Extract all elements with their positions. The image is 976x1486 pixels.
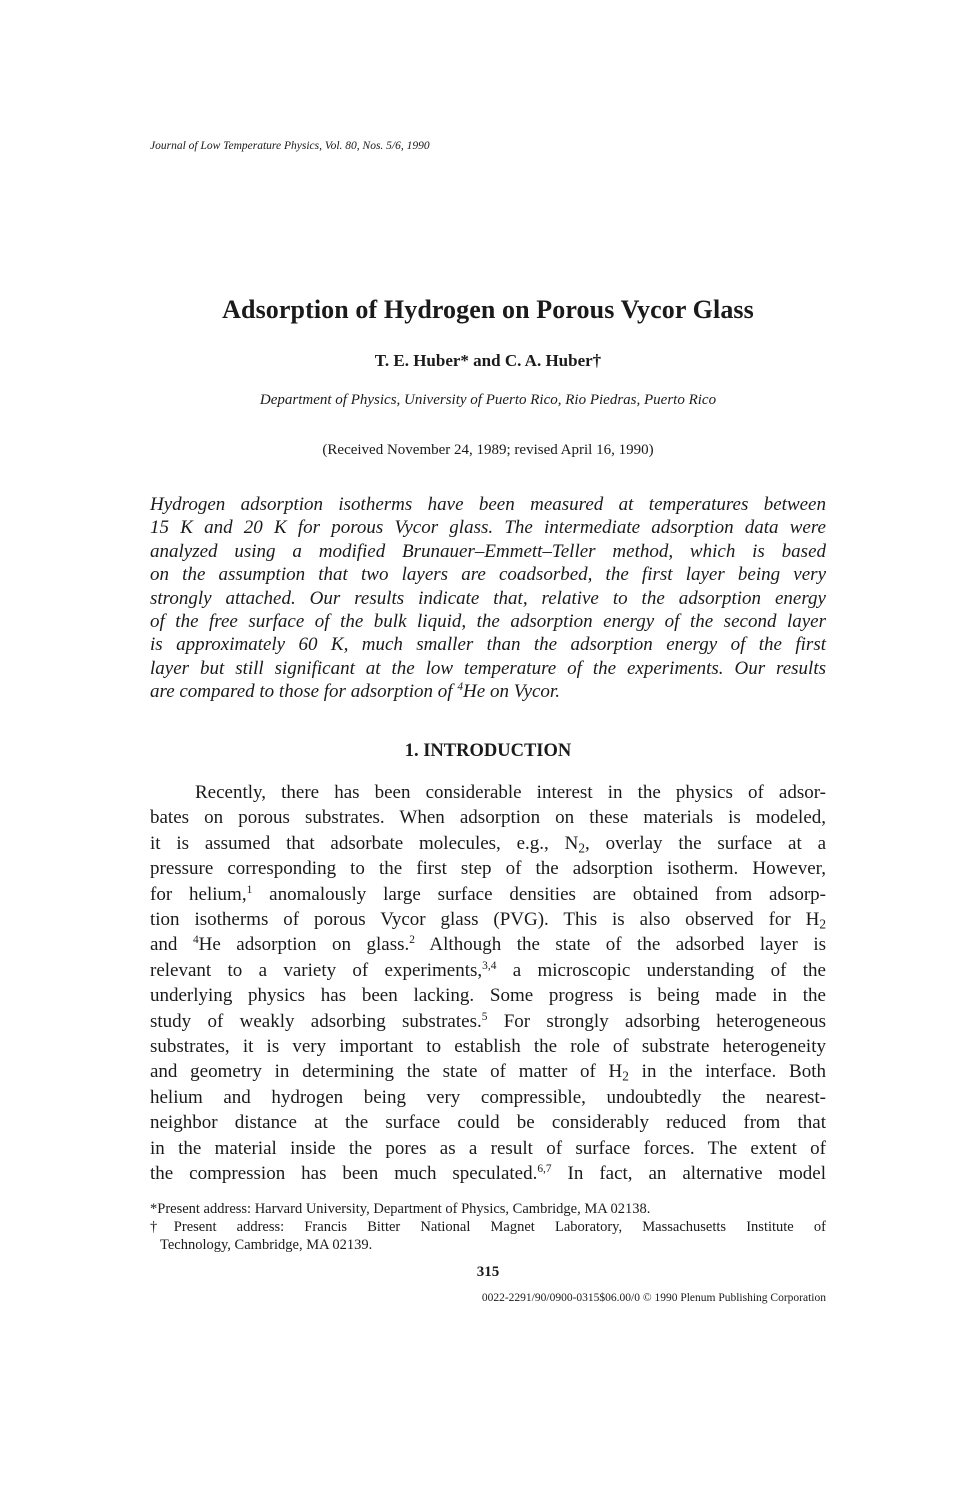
journal-citation: Journal of Low Temperature Physics, Vol. 80, Nos. 5/6, 1990: [150, 140, 430, 152]
body-line: study of weakly adsorbing substrates.$^5$ For strongly adsorbing heterogeneous: [150, 1010, 826, 1032]
body-line: substrates, it is very important to establish the role of substrate heterogeneity: [150, 1036, 826, 1058]
received-dates: (Received November 24, 1989; revised April 16, 1990): [322, 442, 654, 458]
body-line: helium and hydrogen being very compressible, undoubtedly the nearest-: [150, 1086, 826, 1108]
body-line: the compression has been much speculated.$^{6,7}$ In fact, an alternative model: [150, 1163, 826, 1185]
abstract-line: strongly attached. Our results indicate that, relative to the adsorption energy: [150, 587, 826, 609]
footnote-line: †Present address: Francis Bitter National Magnet Laboratory, Massachusetts Institute of: [150, 1219, 826, 1235]
copyright-line: 0022-2291/90/0900-0315$06.00/0 © 1990 Plenum Publishing Corporation: [481, 1292, 826, 1304]
body-line: and geometry in determining the state of matter of $H_2$ in the interface. Both: [150, 1061, 826, 1084]
abstract-line: 15 K and 20 K for porous Vycor glass. The intermediate adsorption data were: [150, 517, 826, 539]
body-line: relevant to a variety of experiments,$^{3,4}$ a microscopic understanding of the: [150, 959, 826, 981]
affiliation: Department of Physics, University of Puerto Rico, Rio Piedras, Puerto Rico: [259, 392, 717, 408]
body-line: it is assumed that adsorbate molecules, e.g., $N_2$, overlay the surface at a: [150, 832, 826, 856]
body-line: Recently, there has been considerable interest in the physics of adsor-: [195, 782, 826, 803]
paper-title: Adsorption of Hydrogen on Porous Vycor Glass: [222, 295, 754, 324]
abstract-line: is approximately 60 K, much smaller than the adsorption energy of the first: [150, 634, 826, 656]
body-line: pressure corresponding to the first step of the adsorption isotherm. However,: [150, 858, 826, 880]
body-line: neighbor distance at the surface could be considerably reduced from that: [150, 1112, 826, 1134]
abstract-line: Hydrogen adsorption isotherms have been measured at temperatures between: [150, 494, 826, 515]
footnotes: [150, 1200, 826, 1254]
footnote-line: *Present address: Harvard University, Department of Physics, Cambridge, MA 02138.: [150, 1201, 651, 1217]
body-line: and $^4$He adsorption on glass.$^2$ Although the state of the adsorbed layer is: [150, 934, 826, 956]
authors: T. E. Huber* and C. A. Huber†: [374, 351, 602, 370]
body-line: bates on porous substrates. When adsorption on these materials is modeled,: [150, 807, 826, 829]
section-heading: 1. INTRODUCTION: [404, 741, 572, 761]
abstract-line: analyzed using a modified Brunauer–Emmett–Teller method, which is based: [150, 540, 826, 562]
page-number: 315: [476, 1264, 500, 1280]
body-line: in the material inside the pores as a result of surface forces. The extent of: [150, 1137, 826, 1159]
abstract-line: of the free surface of the bulk liquid, the adsorption energy of the second layer: [150, 611, 826, 633]
body-text: [150, 780, 826, 1187]
body-line: tion isotherms of porous Vycor glass (PVG). This is also observed for $H_2$: [150, 909, 826, 932]
abstract-line: on the assumption that two layers are coadsorbed, the first layer being very: [150, 564, 826, 586]
abstract-line: layer but still significant at the low temperature of the experiments. Our results: [150, 657, 826, 679]
abstract: [150, 493, 826, 704]
footnote-line: Technology, Cambridge, MA 02139.: [160, 1237, 373, 1253]
body-line: for helium,$^1$ anomalously large surface densities are obtained from adsorp-: [150, 883, 826, 905]
body-line: underlying physics has been lacking. Some progress is being made in the: [150, 985, 826, 1007]
abstract-line: are compared to those for adsorption of $^4$He on Vycor.: [150, 681, 560, 703]
